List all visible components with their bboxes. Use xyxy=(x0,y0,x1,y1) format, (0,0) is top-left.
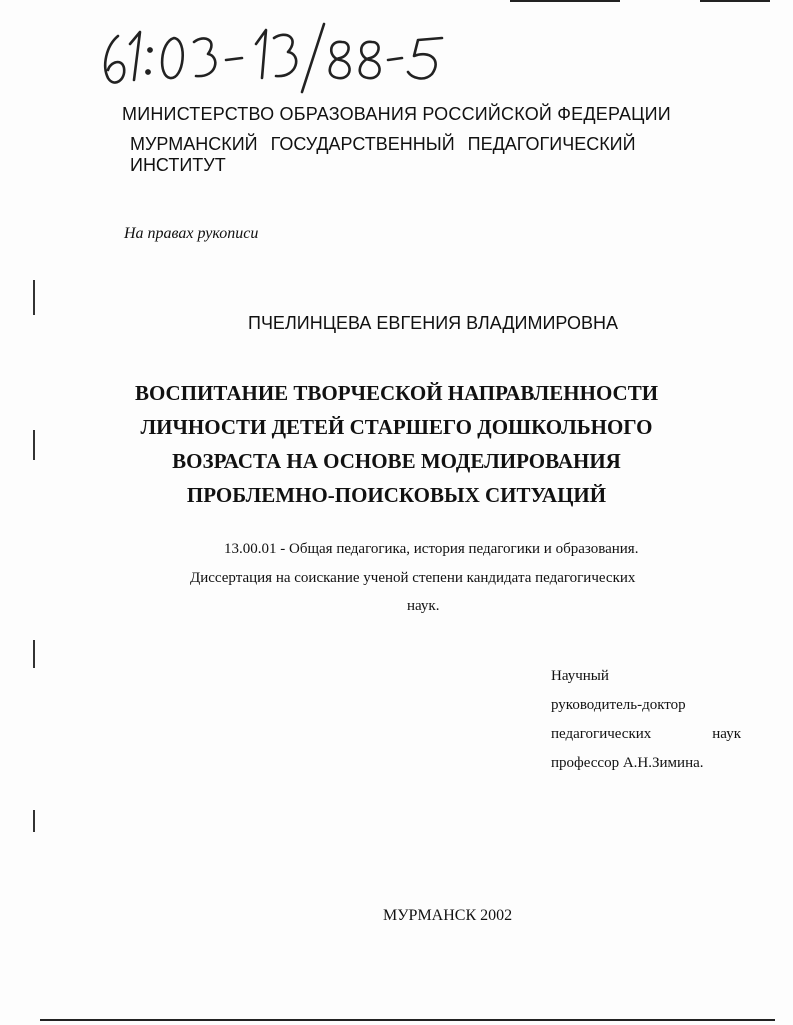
manuscript-note: На правах рукописи xyxy=(124,225,259,242)
title-line: ПРОБЛЕМНО-ПОИСКОВЫХ СИТУАЦИЙ xyxy=(186,483,607,507)
handwritten-code-drawing xyxy=(96,16,456,96)
handwritten-archive-code xyxy=(96,16,456,96)
degree-line-end: наук. xyxy=(407,598,440,614)
author-name: ПЧЕЛИНЦЕВА ЕВГЕНИЯ ВЛАДИМИРОВНА xyxy=(248,313,619,333)
degree-line: Диссертация на соискание ученой степени кандидата педагогических xyxy=(190,570,636,586)
supervisor-line xyxy=(551,720,741,749)
scan-edge-top xyxy=(510,0,620,2)
scan-edge-left-4 xyxy=(33,810,35,832)
supervisor-line: Научный xyxy=(551,668,609,684)
scan-edge-bottom xyxy=(40,1019,775,1021)
title-line: ВОСПИТАНИЕ ТВОРЧЕСКОЙ НАПРАВЛЕННОСТИ xyxy=(134,381,659,405)
ministry-heading: МИНИСТЕРСТВО ОБРАЗОВАНИЯ РОССИЙСКОЙ ФЕДЕРАЦИИ xyxy=(122,104,671,124)
scan-edge-left-1 xyxy=(33,280,35,315)
title-line: ЛИЧНОСТИ ДЕТЕЙ СТАРШЕГО ДОШКОЛЬНОГО xyxy=(140,415,653,439)
supervisor-word: педагогических xyxy=(551,726,652,742)
city-year: МУРМАНСК 2002 xyxy=(383,907,513,924)
supervisor-line: руководитель-доктор xyxy=(551,697,686,713)
scan-edge-left-3 xyxy=(33,640,35,668)
dissertation-title xyxy=(0,376,793,512)
institute-heading: МУРМАНСКИЙ ГОСУДАРСТВЕННЫЙ ПЕДАГОГИЧЕСКИЙ ИНСТИТУТ xyxy=(130,134,636,175)
specialty-code-line: 13.00.01 - Общая педагогика, история педагогики и образования. xyxy=(224,541,639,557)
supervisor-word: наук xyxy=(712,726,741,742)
supervisor-line: профессор А.Н.Зимина. xyxy=(551,755,704,771)
scan-edge-top-2 xyxy=(700,0,770,2)
supervisor-block xyxy=(551,662,741,778)
title-line: ВОЗРАСТА НА ОСНОВЕ МОДЕЛИРОВАНИЯ xyxy=(172,449,621,473)
